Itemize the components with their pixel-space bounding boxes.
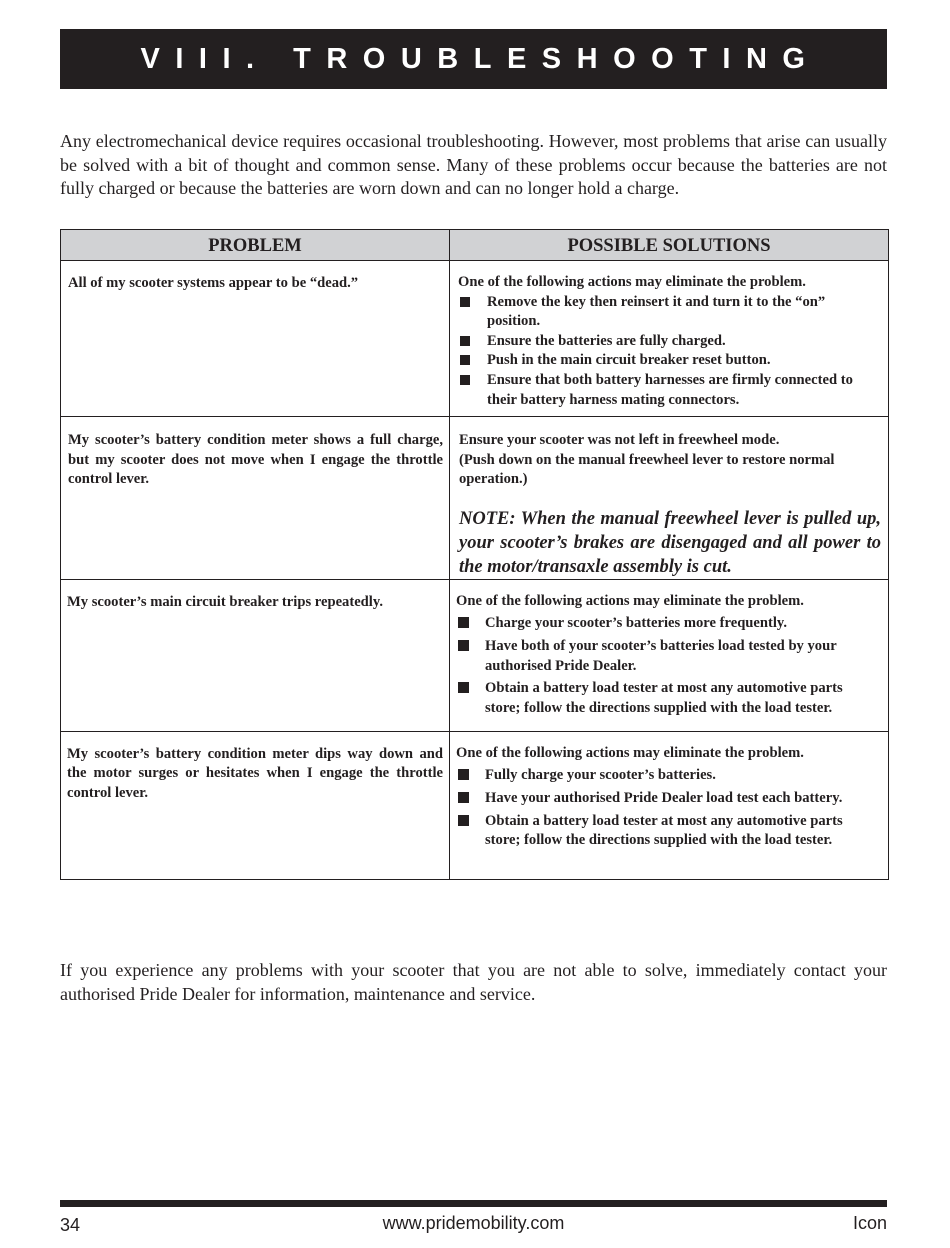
section-title: VIII. TROUBLESHOOTING	[140, 42, 821, 75]
square-bullet-icon	[460, 336, 470, 346]
problem-text: All of my scooter systems appear to be “dead.”	[68, 275, 359, 291]
solution-cell	[450, 261, 889, 417]
list-item	[456, 637, 881, 676]
section-title-banner	[60, 29, 887, 89]
list-item-text: Charge your scooter’s batteries more frequently.	[485, 615, 788, 632]
list-item-text: Push in the main circuit breaker reset button.	[487, 352, 771, 369]
solution-detail: (Push down on the manual freewheel lever to restore normal operation.)	[459, 451, 835, 488]
list-item	[458, 293, 881, 332]
page-footer	[60, 1213, 887, 1237]
list-item	[456, 812, 881, 851]
list-item	[458, 351, 881, 371]
column-header-solutions: POSSIBLE SOLUTIONS	[450, 230, 889, 261]
list-item	[456, 766, 881, 786]
list-item-text: Fully charge your scooter’s batteries.	[485, 767, 716, 784]
list-item-text: Ensure that both battery harnesses are firmly connected to their battery harness mating connectors.	[487, 371, 853, 408]
table-row	[61, 417, 889, 580]
solution-list	[456, 766, 881, 850]
problem-cell	[61, 731, 450, 879]
square-bullet-icon	[460, 297, 470, 307]
list-item-text: Have your authorised Pride Dealer load test each battery.	[485, 789, 843, 806]
solution-lead: Ensure your scooter was not left in freewheel mode.	[459, 432, 780, 448]
solution-lead: One of the following actions may eliminate the problem.	[458, 274, 806, 290]
problem-cell	[61, 417, 450, 580]
square-bullet-icon	[458, 769, 469, 780]
solution-cell	[450, 731, 889, 879]
problem-text: My scooter’s battery condition meter dips way down and the motor surges or hesitates when I engage the throttle control lever.	[67, 745, 443, 801]
footer-rule	[60, 1200, 887, 1207]
square-bullet-icon	[460, 375, 470, 385]
list-item	[456, 679, 881, 718]
list-item	[456, 614, 881, 634]
list-item	[458, 371, 881, 410]
list-item-text: Ensure the batteries are fully charged.	[487, 332, 726, 349]
square-bullet-icon	[460, 355, 470, 365]
solution-list	[456, 614, 881, 718]
square-bullet-icon	[458, 640, 469, 651]
table-row	[61, 731, 889, 879]
list-item-text: Remove the key then reinsert it and turn it to the “on” position.	[487, 293, 826, 330]
solution-cell	[450, 417, 889, 580]
list-item-text: Have both of your scooter’s batteries load tested by your authorised Pride Dealer.	[485, 637, 837, 674]
problem-cell	[61, 261, 450, 417]
freewheel-note: NOTE: When the manual freewheel lever is pulled up, your scooter’s brakes are disengaged and all power to the motor/transaxle assembly is cut.	[459, 508, 881, 577]
list-item-text: Obtain a battery load tester at most any automotive parts store; follow the directions supplied with the load tester.	[485, 680, 843, 716]
problem-cell	[61, 579, 450, 731]
list-item-text: Obtain a battery load tester at most any automotive parts store; follow the directions supplied with the load tester.	[485, 812, 843, 849]
intro-paragraph: Any electromechanical device requires occasional troubleshooting. However, most problems that arise can usually be solved with a bit of thought and common sense. Many of these problems occur because the batteries are not fully charged or because the batteries are worn down and can no longer hold a charge.	[60, 131, 887, 198]
solution-list	[458, 293, 881, 411]
list-item	[458, 332, 881, 352]
page-number: 34	[60, 1215, 81, 1235]
square-bullet-icon	[458, 617, 469, 628]
table-row	[61, 579, 889, 731]
square-bullet-icon	[458, 682, 469, 693]
column-header-problem: PROBLEM	[61, 230, 450, 261]
table-row	[61, 261, 889, 417]
model-name: Icon	[852, 1213, 887, 1233]
website-url: www.pridemobility.com	[382, 1213, 565, 1233]
problem-text: My scooter’s main circuit breaker trips repeatedly.	[67, 593, 383, 610]
solution-lead: One of the following actions may eliminate the problem.	[456, 592, 804, 609]
solution-cell	[450, 579, 889, 731]
problem-text: My scooter’s battery condition meter shows a full charge, but my scooter does not move when I engage the throttle control lever.	[68, 432, 443, 488]
square-bullet-icon	[458, 815, 469, 826]
table-header-row	[61, 230, 889, 261]
closing-paragraph: If you experience any problems with your scooter that you are not able to solve, immediately contact your authorised Pride Dealer for information, maintenance and service.	[60, 960, 887, 1004]
list-item	[456, 789, 881, 809]
square-bullet-icon	[458, 792, 469, 803]
solution-lead: One of the following actions may eliminate the problem.	[456, 744, 804, 761]
troubleshooting-table	[60, 229, 889, 880]
